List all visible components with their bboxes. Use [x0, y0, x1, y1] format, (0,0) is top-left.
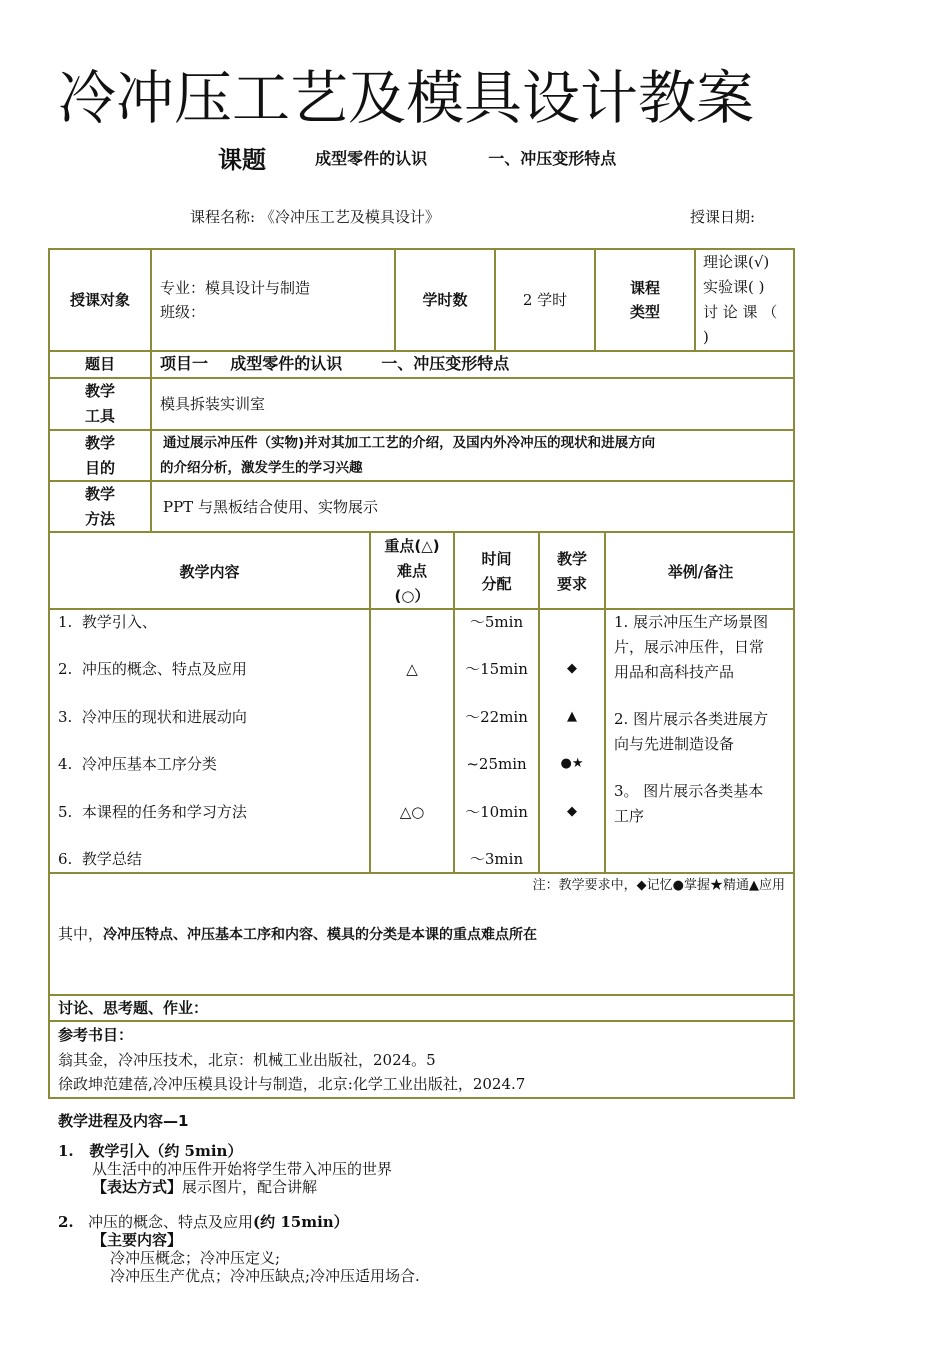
topic-value: 项目一 成型零件的认识 一、冲压变形特点: [160, 354, 510, 373]
purpose-value-1: 通过展示冲压件（实物)并对其加工工艺的介绍，及国内外冷冲压的现状和进展方向: [163, 435, 656, 451]
content-time-3: ～22min: [465, 708, 528, 726]
content-time-4: ~25min: [466, 755, 527, 773]
note-1-line-2: 片，展示冲压件，日常: [614, 638, 765, 656]
note-2-line-1: 2. 图片展示各类进展方: [614, 710, 769, 728]
note-1-line-1: 1. 展示冲压生产场景图: [614, 613, 769, 631]
discussion-label: 讨论、思考题、作业：: [58, 999, 209, 1017]
content-req-4: ●★: [560, 756, 584, 771]
note-1-line-3: 用品和高科技产品: [614, 663, 735, 681]
course-name: 课程名称: 《冷冲压工艺及模具设计》: [190, 208, 440, 226]
content-item-6: 6. 教学总结: [58, 850, 142, 868]
key-note-bold: 冷冲压特点、冲压基本工序和内容、模具的分类是本课的重点难点所在: [103, 927, 538, 943]
content-key-2: △: [406, 660, 418, 678]
time-header-2: 分配: [481, 575, 512, 593]
requirement-legend: 注：教学要求中，◆记忆●掌握★精通▲应用: [532, 878, 785, 893]
reference-2: 徐政坤范建蓓,冷冲压模具设计与制造，北京:化学工业出版社，2024.7: [58, 1075, 526, 1093]
progress-title: 教学进程及内容—1: [58, 1112, 189, 1130]
req-header-2: 要求: [556, 575, 587, 593]
section-1-expression-text: 展示图片，配合讲解: [182, 1178, 318, 1196]
req-header-1: 教学: [556, 550, 587, 568]
content-item-1: 1. 教学引入、: [58, 613, 157, 631]
key-note: [58, 922, 537, 947]
key-note-prefix: 其中，: [58, 925, 104, 943]
section-1-line-2: [92, 1178, 317, 1196]
content-item-4: 4. 冷冲压基本工序分类: [58, 755, 217, 773]
type-theory: 理论课(√): [703, 253, 770, 271]
section-2-duration: (约 15min）: [253, 1213, 349, 1231]
type-label-1: 课程: [629, 279, 660, 297]
content-time-2: ～15min: [465, 660, 528, 678]
section-2-title: [58, 1213, 349, 1231]
section-1-expression-label: 【表达方式】: [92, 1178, 183, 1196]
hours-label: 学时数: [422, 291, 468, 309]
major-text: 专业：模具设计与制造: [160, 279, 311, 297]
key-header-3: (○）: [394, 587, 430, 605]
subject-text-2: 一、冲压变形特点: [488, 149, 617, 168]
references-label: 参考书目：: [58, 1026, 134, 1044]
time-header-1: 时间: [481, 550, 512, 568]
section-1-title: 1. 教学引入（约 5min）: [58, 1142, 243, 1160]
note-2-line-2: 向与先进制造设备: [614, 735, 735, 753]
content-time-6: ～3min: [469, 850, 524, 868]
subject-text: 成型零件的认识: [315, 149, 428, 168]
content-time-5: ～10min: [465, 803, 528, 821]
section-2-number: 2.: [58, 1213, 74, 1231]
note-3-line-2: 工序: [614, 807, 645, 825]
purpose-label-2: 目的: [84, 459, 115, 477]
content-item-5: 5. 本课程的任务和学习方法: [58, 803, 247, 821]
document-title: 冷冲压工艺及模具设计教案: [58, 64, 755, 132]
key-header-2: 难点: [396, 562, 427, 580]
content-key-5: △○: [399, 803, 425, 821]
hours-value: 2 学时: [522, 291, 568, 309]
method-value: PPT 与黑板结合使用、实物展示: [163, 498, 378, 516]
section-2-title-text: 冲压的概念、特点及应用: [87, 1213, 253, 1231]
section-2-line-2: 冷冲压生产优点；冷冲压缺点;冷冲压适用场合.: [110, 1267, 420, 1285]
method-label-2: 方法: [84, 510, 115, 528]
purpose-value-2: 的介绍分析，激发学生的学习兴趣: [160, 460, 363, 476]
tools-label-1: 教学: [84, 382, 115, 400]
type-discussion-close: ): [703, 328, 709, 346]
note-header: 举例/备注: [667, 563, 734, 581]
purpose-label-1: 教学: [84, 434, 115, 452]
teach-date: 授课日期:: [690, 208, 756, 226]
content-header: 教学内容: [179, 563, 240, 581]
reference-1: 翁其金，冷冲压技术，北京：机械工业出版社，2024。5: [58, 1051, 436, 1069]
subject-line: [218, 140, 616, 175]
type-discussion: 讨 论 课 （: [703, 303, 778, 321]
tools-label-2: 工具: [84, 407, 115, 425]
class-text: 班级：: [160, 303, 206, 321]
type-label-2: 类型: [629, 303, 660, 321]
section-2-line-1: 冷冲压概念；冷冲压定义;: [110, 1249, 281, 1267]
content-req-2: ◆: [567, 661, 577, 676]
topic-label: 题目: [84, 355, 115, 373]
subject-label: 课题: [218, 146, 266, 174]
section-1-line-1: 从生活中的冲压件开始将学生带入冲压的世界: [92, 1160, 393, 1178]
note-3-line-1: 3。 图片展示各类基本: [614, 782, 764, 800]
section-2-main-label: 【主要内容】: [92, 1231, 183, 1249]
type-lab: 实验课( ): [703, 278, 765, 296]
content-item-3: 3. 冷冲压的现状和进展动向: [58, 708, 247, 726]
key-header-1: 重点(△): [384, 537, 440, 555]
content-req-5: ◆: [567, 804, 577, 819]
target-label: 授课对象: [69, 291, 130, 309]
content-time-1: ～5min: [469, 613, 524, 631]
tools-value: 模具拆装实训室: [160, 395, 266, 413]
content-item-2: 2. 冲压的概念、特点及应用: [58, 660, 247, 678]
content-req-3: ▲: [567, 709, 577, 724]
method-label-1: 教学: [84, 485, 115, 503]
